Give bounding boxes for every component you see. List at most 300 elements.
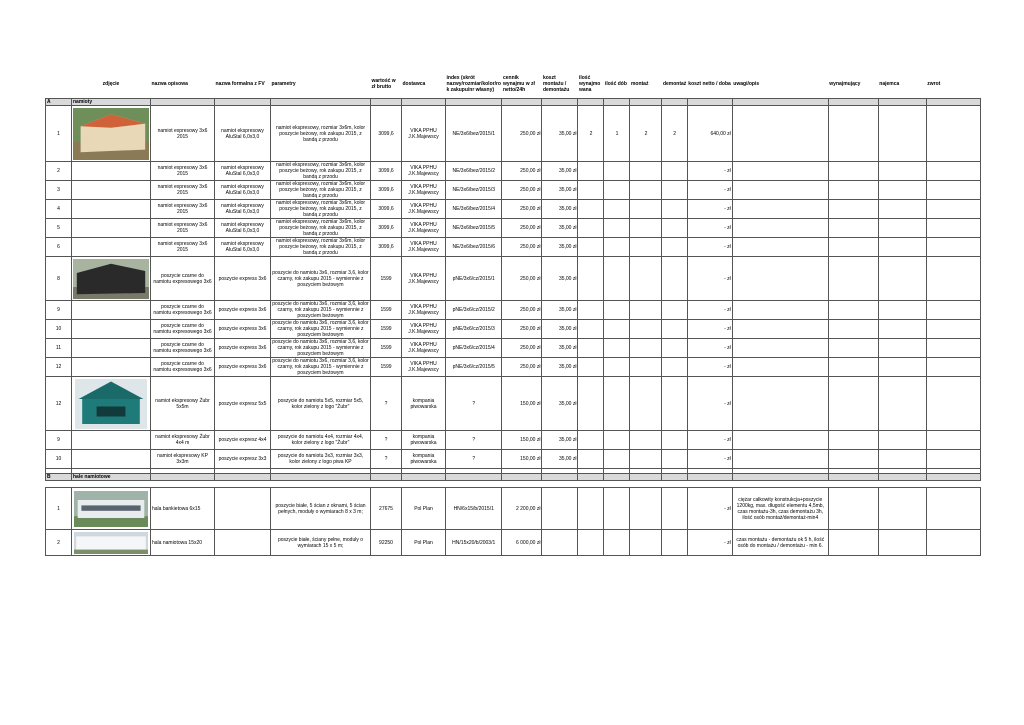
cell-desc: poszycie czarne do namiotu expresowego 3x6: [151, 301, 215, 320]
cell-supplier: VIKA PPHU J.K.Majewscy: [402, 106, 446, 162]
cell-formal: poszycie express 3x6: [215, 257, 271, 301]
cell-qty: [578, 238, 604, 257]
cell-supplier: VIKA PPHU J.K.Majewscy: [402, 358, 446, 377]
photo-cell: [72, 106, 151, 162]
row-number: 3: [46, 181, 72, 200]
cell-days: [604, 181, 630, 200]
cell-demont: [662, 450, 687, 469]
cell-index: ?: [446, 377, 502, 431]
cell-mont: [630, 377, 662, 431]
cell-params: poszycie do namiotu 3x6, rozmiar 3,6, kolor czarny, rok zakupu 2015 - wymiennie z poszyciem beżowym: [272, 301, 369, 319]
cell-demont: [662, 238, 687, 257]
column-header: montaż: [630, 81, 649, 87]
cell-days: [604, 257, 630, 301]
cell-price: 250,00 zł: [502, 301, 542, 320]
cell-notes: [732, 162, 828, 181]
photo-cell: [72, 320, 151, 339]
cell-cost: - zł: [687, 339, 732, 358]
cell-supplier: VIKA PPHU J.K.Majewscy: [402, 320, 446, 339]
cell-cost: - zł: [687, 488, 732, 530]
cell-price: 6 000,00 zł: [502, 530, 542, 556]
cell-days: [604, 488, 630, 530]
cell-days: 1: [604, 106, 630, 162]
cell-desc: poszycie czarne do namiotu expresowego 3x6: [151, 257, 215, 301]
cell-value: 1599: [371, 320, 402, 339]
table-row: [46, 200, 981, 219]
cell-cost: - zł: [687, 181, 732, 200]
cell-desc: namiot expresowy 3x6 2015: [151, 219, 215, 238]
cell-formal: [215, 530, 271, 556]
cell-days: [604, 450, 630, 469]
cell-cost: - zł: [687, 238, 732, 257]
photo-cell: [72, 219, 151, 238]
cell-mont: [630, 301, 662, 320]
cell-desc: namiot ekspresowy Żubr 5x5m: [151, 377, 215, 431]
cell-demont: [662, 257, 687, 301]
column-header: wartość w zł brutto: [371, 78, 396, 90]
row-number: 4: [46, 200, 72, 219]
cell-formal: namiot ekspresowy AluStal 6,0x3,0: [215, 162, 271, 181]
cell-supplier: kompania piwowarska: [402, 450, 446, 469]
cell-desc: namiot expresowy 3x6 2015: [151, 106, 215, 162]
cell-price: 250,00 zł: [502, 358, 542, 377]
cell-mount: [542, 488, 578, 530]
table-row: [46, 450, 981, 469]
cell-price: 250,00 zł: [502, 320, 542, 339]
cell-params: namiot ekspresowy, rozmiar 3x6m, kolor poszycie beżowy, rok zakupu 2015, z bandą z przodu: [271, 219, 371, 238]
cell-days: [604, 200, 630, 219]
photo-cell: [72, 339, 151, 358]
cell-mount: 35,00 zł: [542, 238, 578, 257]
row-number: 9: [46, 431, 72, 450]
cell-price: 150,00 zł: [502, 431, 542, 450]
cell-price: 250,00 zł: [502, 106, 542, 162]
cell-price: 150,00 zł: [502, 377, 542, 431]
cell-days: [604, 320, 630, 339]
cell-index: pNE/3x6/cz/2015/5: [446, 358, 502, 377]
cell-value: ?: [371, 450, 402, 469]
cell-notes: [732, 431, 828, 450]
cell-qty: [578, 219, 604, 238]
column-header: zdjęcie: [102, 81, 120, 87]
cell-params: poszycie białe, ściany pełne, moduły o wymiarach 15 x 5 m;: [271, 530, 371, 556]
cell-params: poszycie białe, 5 ścian z oknami, 5 ścian pełnych, moduły o wymiarach 8 x 3 m;: [271, 488, 371, 530]
cell-value: 27675: [371, 488, 402, 530]
row-number: 2: [46, 530, 72, 556]
cell-index: NE/3x6/bez/2015/5: [446, 219, 502, 238]
cell-demont: [662, 530, 687, 556]
cell-qty: 2: [578, 106, 604, 162]
cell-value: 3099,6: [371, 219, 402, 238]
cell-mount: 35,00 zł: [542, 320, 578, 339]
product-photo: [73, 259, 149, 299]
cell-cost: - zł: [687, 450, 732, 469]
cell-mont: [630, 181, 662, 200]
cell-formal: [215, 488, 271, 530]
cell-index: NE/3x6/bez/2015/2: [446, 162, 502, 181]
cell-qty: [578, 488, 604, 530]
cell-cost: - zł: [687, 358, 732, 377]
table-row: [46, 431, 981, 450]
cell-demont: 2: [662, 106, 687, 162]
table-row: [46, 219, 981, 238]
cell-value: 1599: [371, 358, 402, 377]
cell-price: 250,00 zł: [502, 339, 542, 358]
table-row: [46, 301, 981, 320]
column-header: ilość wynajmo wana: [578, 75, 601, 93]
cell-desc: poszycie czarne do namiotu expresowego 3x6: [151, 339, 215, 358]
row-number: 10: [46, 450, 72, 469]
cell-index: NE/3x6/bez/2015/4: [446, 200, 502, 219]
cell-mont: [630, 200, 662, 219]
section-label: hale namiotowe: [72, 474, 151, 481]
cell-qty: [578, 339, 604, 358]
cell-value: 3099,6: [371, 106, 402, 162]
cell-mount: 35,00 zł: [542, 431, 578, 450]
column-header: nazwa formalna z FV: [215, 81, 265, 87]
cell-value: 3099,6: [371, 162, 402, 181]
cell-index: pNE/3x6/cz/2015/1: [446, 257, 502, 301]
column-header: index (skrót nazwy/rozmiar/kolor/ro k zakupu/nr własny): [446, 75, 501, 93]
column-header: demontaż: [662, 81, 687, 87]
cell-cost: - zł: [687, 257, 732, 301]
row-number: 2: [46, 162, 72, 181]
cell-cost: - zł: [687, 162, 732, 181]
cell-desc: namiot ekspresowy Żubr 4x4 m: [151, 431, 215, 450]
section-label: namioty: [72, 99, 151, 106]
cell-days: [604, 238, 630, 257]
cell-formal: poszycie express 3x6: [215, 301, 271, 320]
cell-value: 92250: [371, 530, 402, 556]
cell-cost: - zł: [687, 377, 732, 431]
cell-cost: 640,00 zł: [687, 106, 732, 162]
cell-params: namiot ekspresowy, rozmiar 3x6m, kolor poszycie beżowy, rok zakupu 2015, z bandą z przodu: [271, 200, 371, 219]
cell-qty: [578, 377, 604, 431]
cell-notes: [732, 238, 828, 257]
cell-params: namiot ekspresowy, rozmiar 3x6m, kolor poszycie beżowy, rok zakupu 2015, z bandą z przodu: [271, 106, 371, 162]
cell-index: NE/3x6/bez/2015/1: [446, 106, 502, 162]
cell-supplier: VIKA PPHU J.K.Majewscy: [402, 257, 446, 301]
cell-qty: [578, 530, 604, 556]
cell-demont: [662, 377, 687, 431]
cell-index: ?: [446, 431, 502, 450]
cell-index: pNE/3x6/cz/2015/2: [446, 301, 502, 320]
cell-formal: namiot ekspresowy AluStal 6,0x3,0: [215, 106, 271, 162]
cell-mount: 35,00 zł: [542, 358, 578, 377]
cell-demont: [662, 488, 687, 530]
cell-mont: [630, 530, 662, 556]
cell-formal: poszycie expresz 5x5: [215, 377, 271, 431]
cell-demont: [662, 301, 687, 320]
cell-notes: [732, 301, 828, 320]
cell-formal: namiot ekspresowy AluStal 6,0x3,0: [215, 181, 271, 200]
cell-supplier: VIKA PPHU J.K.Majewscy: [402, 339, 446, 358]
cell-formal: namiot ekspresowy AluStal 6,0x3,0: [215, 238, 271, 257]
product-photo: [74, 491, 148, 527]
cell-cost: - zł: [687, 431, 732, 450]
cell-qty: [578, 200, 604, 219]
cell-supplier: kompania piwowarska: [402, 431, 446, 450]
cell-desc: poszycie czarne do namiotu expresowego 3x6: [151, 358, 215, 377]
cell-qty: [578, 431, 604, 450]
cell-days: [604, 530, 630, 556]
row-number: 9: [46, 301, 72, 320]
cell-notes: czas montażu - demontażu ok 5 h, ilość osób do montażu / demontażu - min 6.: [732, 530, 828, 556]
photo-cell: [72, 450, 151, 469]
cell-days: [604, 339, 630, 358]
column-header: cennik wynajmu w zł netto/24h: [502, 75, 535, 93]
cell-mont: [630, 257, 662, 301]
cell-price: 150,00 zł: [502, 450, 542, 469]
cell-cost: - zł: [687, 219, 732, 238]
column-header: parametry: [271, 81, 296, 87]
cell-supplier: kompania piwowarska: [402, 377, 446, 431]
cell-index: NE/3x6/bez/2015/3: [446, 181, 502, 200]
cell-cost: - zł: [687, 320, 732, 339]
cell-value: 1599: [371, 339, 402, 358]
product-photo: [75, 379, 147, 429]
cell-qty: [578, 358, 604, 377]
cell-supplier: Pol Plan: [402, 530, 446, 556]
cell-supplier: VIKA PPHU J.K.Majewscy: [402, 301, 446, 320]
table-row: [46, 320, 981, 339]
cell-days: [604, 377, 630, 431]
cell-notes: [732, 339, 828, 358]
cell-formal: poszycie express 3x6: [215, 320, 271, 339]
cell-cost: - zł: [687, 200, 732, 219]
cell-price: 250,00 zł: [502, 200, 542, 219]
table-row: [46, 358, 981, 377]
cell-value: 1599: [371, 257, 402, 301]
cell-supplier: Pol Plan: [402, 488, 446, 530]
cell-notes: [732, 257, 828, 301]
table-row: [46, 257, 981, 301]
photo-cell: [72, 181, 151, 200]
cell-qty: [578, 320, 604, 339]
cell-desc: namiot expresowy 3x6 2015: [151, 238, 215, 257]
cell-demont: [662, 200, 687, 219]
cell-params: namiot ekspresowy, rozmiar 3x6m, kolor poszycie beżowy, rok zakupu 2015, z bandą z przodu: [271, 162, 371, 181]
cell-mount: 35,00 zł: [542, 377, 578, 431]
cell-index: HN/6x15/b/2015/1: [446, 488, 502, 530]
photo-cell: [72, 301, 151, 320]
cell-supplier: VIKA PPHU J.K.Majewscy: [402, 181, 446, 200]
cell-mont: [630, 488, 662, 530]
table-row: [46, 162, 981, 181]
cell-price: 250,00 zł: [502, 238, 542, 257]
cell-formal: poszycie express 3x6: [215, 339, 271, 358]
cell-mount: 35,00 zł: [542, 181, 578, 200]
column-header: koszt netto / doba: [688, 81, 731, 87]
inventory-table: [45, 70, 981, 556]
table-row: [46, 377, 981, 431]
cell-demont: [662, 358, 687, 377]
cell-qty: [578, 162, 604, 181]
cell-mount: 35,00 zł: [542, 301, 578, 320]
column-header: uwagi/opis: [733, 81, 760, 87]
cell-mount: 35,00 zł: [542, 257, 578, 301]
cell-days: [604, 162, 630, 181]
column-header: dostawca: [402, 81, 426, 87]
cell-desc: namiot expresowy 3x6 2015: [151, 162, 215, 181]
cell-qty: [578, 450, 604, 469]
cell-formal: poszycie expresz 3x3: [215, 450, 271, 469]
product-photo: [74, 532, 148, 554]
cell-index: pNE/3x6/cz/2015/4: [446, 339, 502, 358]
cell-desc: namiot expresowy 3x6 2015: [151, 200, 215, 219]
cell-qty: [578, 257, 604, 301]
cell-qty: [578, 301, 604, 320]
column-header: ilość dób: [604, 81, 627, 87]
cell-mont: [630, 238, 662, 257]
table-row: [46, 339, 981, 358]
cell-days: [604, 431, 630, 450]
cell-price: 250,00 zł: [502, 162, 542, 181]
cell-params: namiot ekspresowy, rozmiar 3x6m, kolor poszycie beżowy, rok zakupu 2015, z bandą z przodu: [271, 238, 371, 257]
cell-mont: [630, 320, 662, 339]
cell-mount: 35,00 zł: [542, 106, 578, 162]
cell-index: ?: [446, 450, 502, 469]
cell-days: [604, 219, 630, 238]
cell-index: HN/15x20/b/2003/1: [446, 530, 502, 556]
column-header: koszt montażu / demontażu: [542, 75, 570, 93]
cell-params: poszycie do namiotu 5x5, rozmiar 5x5, kolor zielony z logo "Żubr": [271, 377, 371, 431]
row-number: 12: [46, 358, 72, 377]
cell-params: poszycie do namiotu 3x3, rozmiar 3x3, kolor zielony z logo piwa KP: [271, 450, 371, 469]
cell-value: ?: [371, 377, 402, 431]
cell-supplier: VIKA PPHU J.K.Majewscy: [402, 219, 446, 238]
row-number: 1: [46, 488, 72, 530]
section-row: [46, 474, 981, 481]
row-number: 1: [46, 106, 72, 162]
photo-cell: [72, 162, 151, 181]
cell-notes: ciężar całkowity konstrukcja+poszycie 1200kg, max. długość elementu 4,5mb, czas montażu-3h, czas demontażu 3h, ilość osób montaż/demontaż-min4: [732, 488, 828, 530]
cell-desc: namiot expresowy 3x6 2015: [151, 181, 215, 200]
cell-index: pNE/3x6/cz/2015/3: [446, 320, 502, 339]
cell-mount: 35,00 zł: [542, 162, 578, 181]
cell-price: 2 200,00 zł: [502, 488, 542, 530]
cell-params: poszycie do namiotu 3x6, rozmiar 3,6, kolor czarny, rok zakupu 2015 - wymiennie z poszyciem beżowym: [271, 257, 371, 301]
cell-supplier: VIKA PPHU J.K.Majewscy: [402, 200, 446, 219]
table-row: [46, 488, 981, 530]
photo-cell: [72, 238, 151, 257]
cell-value: ?: [371, 431, 402, 450]
cell-mount: 35,00 zł: [542, 200, 578, 219]
photo-cell: [72, 358, 151, 377]
cell-mont: 2: [630, 106, 662, 162]
row-number: 10: [46, 320, 72, 339]
cell-desc: namiot ekspresowy KP 3x3m: [151, 450, 215, 469]
cell-params: poszycie do namiotu 3x6, rozmiar 3,6, kolor czarny, rok zakupu 2015 - wymiennie z poszyciem beżowym: [272, 358, 369, 376]
cell-days: [604, 301, 630, 320]
column-header: najemca: [879, 81, 900, 87]
cell-cost: - zł: [687, 530, 732, 556]
cell-mont: [630, 431, 662, 450]
cell-params: poszycie do namiotu 4x4, rozmiar 4x4, kolor zielony z logo "Żubr": [271, 431, 371, 450]
cell-notes: [732, 320, 828, 339]
table-row: [46, 181, 981, 200]
cell-notes: [732, 358, 828, 377]
cell-desc: poszycie czarne do namiotu expresowego 3x6: [151, 320, 215, 339]
column-header: wynajmujący: [829, 81, 861, 87]
table-row: [46, 530, 981, 556]
cell-params: namiot ekspresowy, rozmiar 3x6m, kolor poszycie beżowy, rok zakupu 2015, z bandą z przodu: [271, 181, 371, 200]
section-marker: B: [46, 474, 72, 481]
row-number: 12: [46, 377, 72, 431]
section-row: [46, 99, 981, 106]
photo-cell: [72, 377, 151, 431]
cell-days: [604, 358, 630, 377]
cell-notes: [732, 181, 828, 200]
row-number: 8: [46, 257, 72, 301]
cell-mont: [630, 162, 662, 181]
cell-index: NE/3x6/bez/2015/6: [446, 238, 502, 257]
cell-mount: 35,00 zł: [542, 219, 578, 238]
cell-mont: [630, 339, 662, 358]
cell-mount: [542, 530, 578, 556]
column-header: zwrot: [927, 81, 941, 87]
row-number: 11: [46, 339, 72, 358]
cell-price: 250,00 zł: [502, 181, 542, 200]
cell-demont: [662, 219, 687, 238]
cell-desc: hala namiotowa 15x20: [151, 530, 215, 556]
cell-mont: [630, 358, 662, 377]
product-photo: [73, 108, 149, 160]
column-header: nazwa opisowa: [151, 81, 188, 87]
cell-cost: - zł: [687, 301, 732, 320]
cell-demont: [662, 320, 687, 339]
cell-price: 250,00 zł: [502, 257, 542, 301]
photo-cell: [72, 200, 151, 219]
photo-cell: [72, 530, 151, 556]
cell-value: 1599: [371, 301, 402, 320]
cell-notes: [732, 450, 828, 469]
cell-value: 3099,6: [371, 181, 402, 200]
photo-cell: [72, 488, 151, 530]
cell-notes: [732, 106, 828, 162]
cell-mount: 35,00 zł: [542, 450, 578, 469]
cell-demont: [662, 162, 687, 181]
cell-demont: [662, 339, 687, 358]
cell-supplier: VIKA PPHU J.K.Majewscy: [402, 162, 446, 181]
cell-demont: [662, 431, 687, 450]
photo-cell: [72, 431, 151, 450]
header-row: [46, 70, 981, 99]
cell-params: poszycie do namiotu 3x6, rozmiar 3,6, kolor czarny, rok zakupu 2015 - wymiennie z poszyciem beżowym: [272, 339, 369, 357]
cell-value: 3099,6: [371, 200, 402, 219]
cell-notes: [732, 200, 828, 219]
cell-value: 3099,6: [371, 238, 402, 257]
row-number: 5: [46, 219, 72, 238]
photo-cell: [72, 257, 151, 301]
row-number: 6: [46, 238, 72, 257]
cell-desc: hala bankietowa 6x15: [151, 488, 215, 530]
section-marker: A: [46, 99, 72, 106]
cell-mont: [630, 219, 662, 238]
cell-formal: namiot ekspresowy AluStal 6,0x3,0: [215, 219, 271, 238]
cell-supplier: VIKA PPHU J.K.Majewscy: [402, 238, 446, 257]
table-row: [46, 238, 981, 257]
cell-formal: poszycie express 3x6: [215, 358, 271, 377]
cell-qty: [578, 181, 604, 200]
cell-formal: namiot ekspresowy AluStal 6,0x3,0: [215, 200, 271, 219]
cell-price: 250,00 zł: [502, 219, 542, 238]
cell-params: poszycie do namiotu 3x6, rozmiar 3,6, kolor czarny, rok zakupu 2015 - wymiennie z poszyciem beżowym: [272, 320, 369, 338]
cell-notes: [732, 377, 828, 431]
cell-notes: [732, 219, 828, 238]
table-row: [46, 106, 981, 162]
cell-formal: poszycie expresz 4x4: [215, 431, 271, 450]
